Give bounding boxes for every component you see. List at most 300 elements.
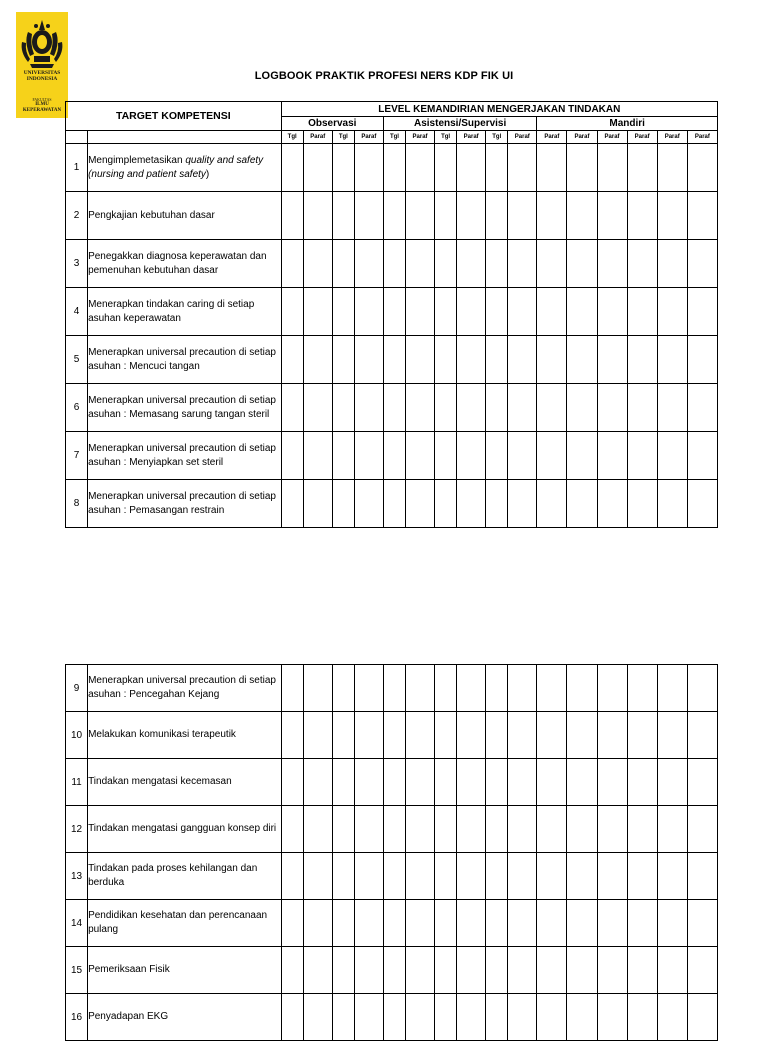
entry-cell[interactable] xyxy=(435,712,457,759)
competency-text: Pendidikan kesehatan dan perencanaan pulang xyxy=(88,910,268,935)
entry-cell[interactable] xyxy=(383,806,405,853)
entry-cell[interactable] xyxy=(435,384,457,432)
entry-cell[interactable] xyxy=(354,947,383,994)
entry-cell[interactable] xyxy=(457,806,486,853)
competency-label xyxy=(88,806,282,853)
competency-label xyxy=(88,947,282,994)
entry-cell[interactable] xyxy=(687,144,717,192)
entry-cell[interactable] xyxy=(303,336,332,384)
entry-cell[interactable] xyxy=(537,947,567,994)
entry-cell[interactable] xyxy=(332,712,354,759)
entry-cell[interactable] xyxy=(332,192,354,240)
entry-cell[interactable] xyxy=(383,240,405,288)
entry-cell[interactable] xyxy=(383,480,405,528)
entry-cell[interactable] xyxy=(332,665,354,712)
entry-cell[interactable] xyxy=(486,806,508,853)
competency-label xyxy=(88,900,282,947)
entry-cell[interactable] xyxy=(657,806,687,853)
entry-cell[interactable] xyxy=(406,665,435,712)
competency-label xyxy=(88,853,282,900)
entry-cell[interactable] xyxy=(405,432,434,480)
entry-cell[interactable] xyxy=(383,853,405,900)
entry-cell[interactable] xyxy=(597,336,627,384)
entry-cell[interactable] xyxy=(332,432,354,480)
entry-cell[interactable] xyxy=(405,192,434,240)
entry-cell[interactable] xyxy=(597,432,627,480)
entry-cell[interactable] xyxy=(435,336,457,384)
entry-cell[interactable] xyxy=(597,806,627,853)
entry-cell[interactable] xyxy=(457,853,486,900)
entry-cell[interactable] xyxy=(486,144,508,192)
entry-cell[interactable] xyxy=(281,853,303,900)
entry-cell[interactable] xyxy=(627,665,657,712)
entry-cell[interactable] xyxy=(567,288,597,336)
subcol-tgl: Tgl xyxy=(281,131,303,144)
entry-cell[interactable] xyxy=(435,947,457,994)
entry-cell[interactable] xyxy=(537,192,567,240)
entry-cell[interactable] xyxy=(406,806,435,853)
entry-cell[interactable] xyxy=(537,759,567,806)
entry-cell[interactable] xyxy=(657,853,687,900)
entry-cell[interactable] xyxy=(303,192,332,240)
group-observasi: Observasi xyxy=(281,117,383,131)
entry-cell[interactable] xyxy=(687,806,717,853)
entry-cell[interactable] xyxy=(405,384,434,432)
entry-cell[interactable] xyxy=(332,384,354,432)
row-number: 9 xyxy=(66,665,88,712)
entry-cell[interactable] xyxy=(537,900,567,947)
entry-cell[interactable] xyxy=(354,665,383,712)
logbook-table-bottom xyxy=(65,664,718,1041)
entry-cell[interactable] xyxy=(383,384,405,432)
entry-cell[interactable] xyxy=(567,759,597,806)
entry-cell[interactable] xyxy=(537,853,567,900)
entry-cell[interactable] xyxy=(657,192,687,240)
entry-cell[interactable] xyxy=(435,192,457,240)
competency-text: Menerapkan universal precaution di setiap asuhan : Menyiapkan set steril xyxy=(88,442,276,468)
header-row-level xyxy=(66,102,718,117)
entry-cell[interactable] xyxy=(332,806,354,853)
entry-cell[interactable] xyxy=(627,759,657,806)
entry-cell[interactable] xyxy=(383,712,405,759)
entry-cell[interactable] xyxy=(332,336,354,384)
faculty-prefix: FAKULTAS xyxy=(32,98,52,102)
entry-cell[interactable] xyxy=(354,994,383,1041)
entry-cell[interactable] xyxy=(406,759,435,806)
competency-label xyxy=(88,144,282,192)
entry-cell[interactable] xyxy=(508,806,537,853)
entry-cell[interactable] xyxy=(508,192,537,240)
entry-cell[interactable] xyxy=(354,806,383,853)
entry-cell[interactable] xyxy=(567,192,597,240)
entry-cell[interactable] xyxy=(597,900,627,947)
table-row xyxy=(66,240,718,288)
entry-cell[interactable] xyxy=(537,336,567,384)
subcol-paraf: Paraf xyxy=(627,131,657,144)
entry-cell[interactable] xyxy=(383,144,405,192)
row-number: 12 xyxy=(66,806,88,853)
entry-cell[interactable] xyxy=(354,900,383,947)
entry-cell[interactable] xyxy=(537,665,567,712)
entry-cell[interactable] xyxy=(281,288,303,336)
target-competency-heading: TARGET KOMPETENSI xyxy=(66,102,282,131)
competency-label xyxy=(88,240,282,288)
entry-cell[interactable] xyxy=(303,806,332,853)
entry-cell[interactable] xyxy=(303,947,332,994)
entry-cell[interactable] xyxy=(405,480,434,528)
entry-cell[interactable] xyxy=(486,853,508,900)
entry-cell[interactable] xyxy=(281,432,303,480)
entry-cell[interactable] xyxy=(281,759,303,806)
entry-cell[interactable] xyxy=(303,288,332,336)
entry-cell[interactable] xyxy=(597,480,627,528)
entry-cell[interactable] xyxy=(383,759,405,806)
entry-cell[interactable] xyxy=(486,900,508,947)
entry-cell[interactable] xyxy=(508,480,537,528)
entry-cell[interactable] xyxy=(508,947,537,994)
subcol-paraf: Paraf xyxy=(303,131,332,144)
entry-cell[interactable] xyxy=(597,240,627,288)
entry-cell[interactable] xyxy=(303,240,332,288)
entry-cell[interactable] xyxy=(435,759,457,806)
entry-cell[interactable] xyxy=(508,759,537,806)
entry-cell[interactable] xyxy=(303,853,332,900)
entry-cell[interactable] xyxy=(537,712,567,759)
entry-cell[interactable] xyxy=(457,759,486,806)
entry-cell[interactable] xyxy=(687,384,717,432)
entry-cell[interactable] xyxy=(627,336,657,384)
entry-cell[interactable] xyxy=(354,712,383,759)
entry-cell[interactable] xyxy=(657,712,687,759)
entry-cell[interactable] xyxy=(687,432,717,480)
entry-cell[interactable] xyxy=(281,240,303,288)
entry-cell[interactable] xyxy=(354,853,383,900)
entry-cell[interactable] xyxy=(281,947,303,994)
entry-cell[interactable] xyxy=(457,665,486,712)
entry-cell[interactable] xyxy=(567,336,597,384)
entry-cell[interactable] xyxy=(627,480,657,528)
entry-cell[interactable] xyxy=(627,144,657,192)
competency-label xyxy=(88,336,282,384)
entry-cell[interactable] xyxy=(486,384,508,432)
entry-cell[interactable] xyxy=(567,480,597,528)
entry-cell[interactable] xyxy=(406,853,435,900)
entry-cell[interactable] xyxy=(567,432,597,480)
subcol-paraf: Paraf xyxy=(508,131,537,144)
entry-cell[interactable] xyxy=(486,759,508,806)
entry-cell[interactable] xyxy=(537,240,567,288)
entry-cell[interactable] xyxy=(657,288,687,336)
entry-cell[interactable] xyxy=(457,712,486,759)
university-logo xyxy=(16,12,68,118)
entry-cell[interactable] xyxy=(281,665,303,712)
entry-cell[interactable] xyxy=(627,947,657,994)
entry-cell[interactable] xyxy=(597,192,627,240)
entry-cell[interactable] xyxy=(457,288,486,336)
entry-cell[interactable] xyxy=(457,240,486,288)
table-row xyxy=(66,192,718,240)
entry-cell[interactable] xyxy=(457,384,486,432)
entry-cell[interactable] xyxy=(435,853,457,900)
entry-cell[interactable] xyxy=(508,144,537,192)
entry-cell[interactable] xyxy=(597,288,627,336)
entry-cell[interactable] xyxy=(627,806,657,853)
entry-cell[interactable] xyxy=(303,665,332,712)
entry-cell[interactable] xyxy=(597,384,627,432)
entry-cell[interactable] xyxy=(457,336,486,384)
entry-cell[interactable] xyxy=(567,144,597,192)
competency-text: Tindakan pada proses kehilangan dan berduka xyxy=(88,863,258,888)
entry-cell[interactable] xyxy=(657,994,687,1041)
entry-cell[interactable] xyxy=(687,288,717,336)
entry-cell[interactable] xyxy=(383,947,405,994)
entry-cell[interactable] xyxy=(332,853,354,900)
university-name: UNIVERSITAS INDONESIA xyxy=(23,70,61,82)
entry-cell[interactable] xyxy=(627,192,657,240)
entry-cell[interactable] xyxy=(537,384,567,432)
entry-cell[interactable] xyxy=(457,480,486,528)
entry-cell[interactable] xyxy=(281,900,303,947)
table-row xyxy=(66,759,718,806)
faculty-banner xyxy=(18,98,66,118)
entry-cell[interactable] xyxy=(303,994,332,1041)
entry-cell[interactable] xyxy=(567,712,597,759)
entry-cell[interactable] xyxy=(332,759,354,806)
entry-cell[interactable] xyxy=(567,947,597,994)
entry-cell[interactable] xyxy=(354,192,383,240)
entry-cell[interactable] xyxy=(332,240,354,288)
entry-cell[interactable] xyxy=(687,947,717,994)
entry-cell[interactable] xyxy=(486,712,508,759)
entry-cell[interactable] xyxy=(687,665,717,712)
entry-cell[interactable] xyxy=(486,240,508,288)
entry-cell[interactable] xyxy=(435,480,457,528)
entry-cell[interactable] xyxy=(508,900,537,947)
entry-cell[interactable] xyxy=(486,480,508,528)
entry-cell[interactable] xyxy=(457,947,486,994)
competency-text: Pengkajian kebutuhan dasar xyxy=(88,209,215,221)
entry-cell[interactable] xyxy=(281,144,303,192)
entry-cell[interactable] xyxy=(597,947,627,994)
competency-label xyxy=(88,192,282,240)
subcol-paraf: Paraf xyxy=(567,131,597,144)
entry-cell[interactable] xyxy=(406,712,435,759)
entry-cell[interactable] xyxy=(281,806,303,853)
entry-cell[interactable] xyxy=(687,192,717,240)
entry-cell[interactable] xyxy=(383,432,405,480)
entry-cell[interactable] xyxy=(657,432,687,480)
entry-cell[interactable] xyxy=(383,994,405,1041)
entry-cell[interactable] xyxy=(457,900,486,947)
row-number: 10 xyxy=(66,712,88,759)
entry-cell[interactable] xyxy=(657,240,687,288)
entry-cell[interactable] xyxy=(627,712,657,759)
entry-cell[interactable] xyxy=(687,853,717,900)
entry-cell[interactable] xyxy=(332,288,354,336)
entry-cell[interactable] xyxy=(687,240,717,288)
entry-cell[interactable] xyxy=(332,947,354,994)
entry-cell[interactable] xyxy=(383,665,405,712)
entry-cell[interactable] xyxy=(303,432,332,480)
entry-cell[interactable] xyxy=(354,384,383,432)
entry-cell[interactable] xyxy=(537,144,567,192)
entry-cell[interactable] xyxy=(332,900,354,947)
entry-cell[interactable] xyxy=(354,288,383,336)
entry-cell[interactable] xyxy=(537,432,567,480)
entry-cell[interactable] xyxy=(457,994,486,1041)
entry-cell[interactable] xyxy=(281,712,303,759)
entry-cell[interactable] xyxy=(486,665,508,712)
entry-cell[interactable] xyxy=(332,144,354,192)
entry-cell[interactable] xyxy=(597,712,627,759)
entry-cell[interactable] xyxy=(567,665,597,712)
entry-cell[interactable] xyxy=(508,336,537,384)
entry-cell[interactable] xyxy=(435,432,457,480)
entry-cell[interactable] xyxy=(687,994,717,1041)
entry-cell[interactable] xyxy=(303,712,332,759)
entry-cell[interactable] xyxy=(508,712,537,759)
entry-cell[interactable] xyxy=(567,806,597,853)
group-asistensi: Asistensi/Supervisi xyxy=(383,117,536,131)
entry-cell[interactable] xyxy=(435,994,457,1041)
subcol-paraf: Paraf xyxy=(657,131,687,144)
entry-cell[interactable] xyxy=(354,336,383,384)
entry-cell[interactable] xyxy=(405,240,434,288)
entry-cell[interactable] xyxy=(354,480,383,528)
table-row xyxy=(66,806,718,853)
entry-cell[interactable] xyxy=(354,759,383,806)
row-number: 11 xyxy=(66,759,88,806)
entry-cell[interactable] xyxy=(597,665,627,712)
entry-cell[interactable] xyxy=(657,384,687,432)
entry-cell[interactable] xyxy=(537,288,567,336)
entry-cell[interactable] xyxy=(303,900,332,947)
entry-cell[interactable] xyxy=(567,240,597,288)
entry-cell[interactable] xyxy=(627,384,657,432)
entry-cell[interactable] xyxy=(657,665,687,712)
entry-cell[interactable] xyxy=(486,947,508,994)
subcol-tgl: Tgl xyxy=(332,131,354,144)
entry-cell[interactable] xyxy=(405,336,434,384)
entry-cell[interactable] xyxy=(405,288,434,336)
entry-cell[interactable] xyxy=(508,288,537,336)
entry-cell[interactable] xyxy=(406,900,435,947)
entry-cell[interactable] xyxy=(627,994,657,1041)
entry-cell[interactable] xyxy=(383,900,405,947)
entry-cell[interactable] xyxy=(486,432,508,480)
entry-cell[interactable] xyxy=(657,480,687,528)
competency-label xyxy=(88,384,282,432)
entry-cell[interactable] xyxy=(687,336,717,384)
entry-cell[interactable] xyxy=(537,480,567,528)
entry-cell[interactable] xyxy=(687,712,717,759)
subcol-tgl: Tgl xyxy=(486,131,508,144)
entry-cell[interactable] xyxy=(687,480,717,528)
entry-cell[interactable] xyxy=(406,947,435,994)
entry-cell[interactable] xyxy=(354,144,383,192)
entry-cell[interactable] xyxy=(281,994,303,1041)
entry-cell[interactable] xyxy=(627,432,657,480)
entry-cell[interactable] xyxy=(303,759,332,806)
entry-cell[interactable] xyxy=(486,994,508,1041)
entry-cell[interactable] xyxy=(657,900,687,947)
entry-cell[interactable] xyxy=(486,192,508,240)
entry-cell[interactable] xyxy=(627,240,657,288)
entry-cell[interactable] xyxy=(383,288,405,336)
entry-cell[interactable] xyxy=(687,900,717,947)
entry-cell[interactable] xyxy=(597,853,627,900)
entry-cell[interactable] xyxy=(627,288,657,336)
entry-cell[interactable] xyxy=(406,994,435,1041)
entry-cell[interactable] xyxy=(627,853,657,900)
entry-cell[interactable] xyxy=(657,336,687,384)
entry-cell[interactable] xyxy=(457,144,486,192)
entry-cell[interactable] xyxy=(627,900,657,947)
table-row xyxy=(66,947,718,994)
entry-cell[interactable] xyxy=(508,665,537,712)
entry-cell[interactable] xyxy=(537,806,567,853)
entry-cell[interactable] xyxy=(567,994,597,1041)
entry-cell[interactable] xyxy=(597,144,627,192)
entry-cell[interactable] xyxy=(303,480,332,528)
entry-cell[interactable] xyxy=(303,144,332,192)
entry-cell[interactable] xyxy=(435,240,457,288)
entry-cell[interactable] xyxy=(303,384,332,432)
entry-cell[interactable] xyxy=(457,192,486,240)
entry-cell[interactable] xyxy=(457,432,486,480)
entry-cell[interactable] xyxy=(537,994,567,1041)
entry-cell[interactable] xyxy=(508,432,537,480)
entry-cell[interactable] xyxy=(435,665,457,712)
entry-cell[interactable] xyxy=(435,288,457,336)
entry-cell[interactable] xyxy=(567,853,597,900)
row-number: 16 xyxy=(66,994,88,1041)
entry-cell[interactable] xyxy=(508,994,537,1041)
entry-cell[interactable] xyxy=(508,384,537,432)
entry-cell[interactable] xyxy=(486,288,508,336)
entry-cell[interactable] xyxy=(332,994,354,1041)
competency-label xyxy=(88,432,282,480)
entry-cell[interactable] xyxy=(281,480,303,528)
entry-cell[interactable] xyxy=(567,900,597,947)
entry-cell[interactable] xyxy=(657,144,687,192)
entry-cell[interactable] xyxy=(508,240,537,288)
entry-cell[interactable] xyxy=(281,336,303,384)
entry-cell[interactable] xyxy=(567,384,597,432)
competency-text: Tindakan mengatasi kecemasan xyxy=(88,776,232,787)
entry-cell[interactable] xyxy=(687,759,717,806)
entry-cell[interactable] xyxy=(597,994,627,1041)
level-heading: LEVEL KEMANDIRIAN MENGERJAKAN TINDAKAN xyxy=(281,102,717,117)
entry-cell[interactable] xyxy=(657,759,687,806)
entry-cell[interactable] xyxy=(354,432,383,480)
entry-cell[interactable] xyxy=(405,144,434,192)
entry-cell[interactable] xyxy=(281,384,303,432)
entry-cell[interactable] xyxy=(383,336,405,384)
document-title: LOGBOOK PRAKTIK PROFESI NERS KDP FIK UI xyxy=(254,70,514,82)
entry-cell[interactable] xyxy=(383,192,405,240)
entry-cell[interactable] xyxy=(354,240,383,288)
entry-cell[interactable] xyxy=(597,759,627,806)
entry-cell[interactable] xyxy=(508,853,537,900)
entry-cell[interactable] xyxy=(332,480,354,528)
entry-cell[interactable] xyxy=(435,900,457,947)
entry-cell[interactable] xyxy=(435,806,457,853)
entry-cell[interactable] xyxy=(435,144,457,192)
entry-cell[interactable] xyxy=(486,336,508,384)
entry-cell[interactable] xyxy=(281,192,303,240)
entry-cell[interactable] xyxy=(657,947,687,994)
